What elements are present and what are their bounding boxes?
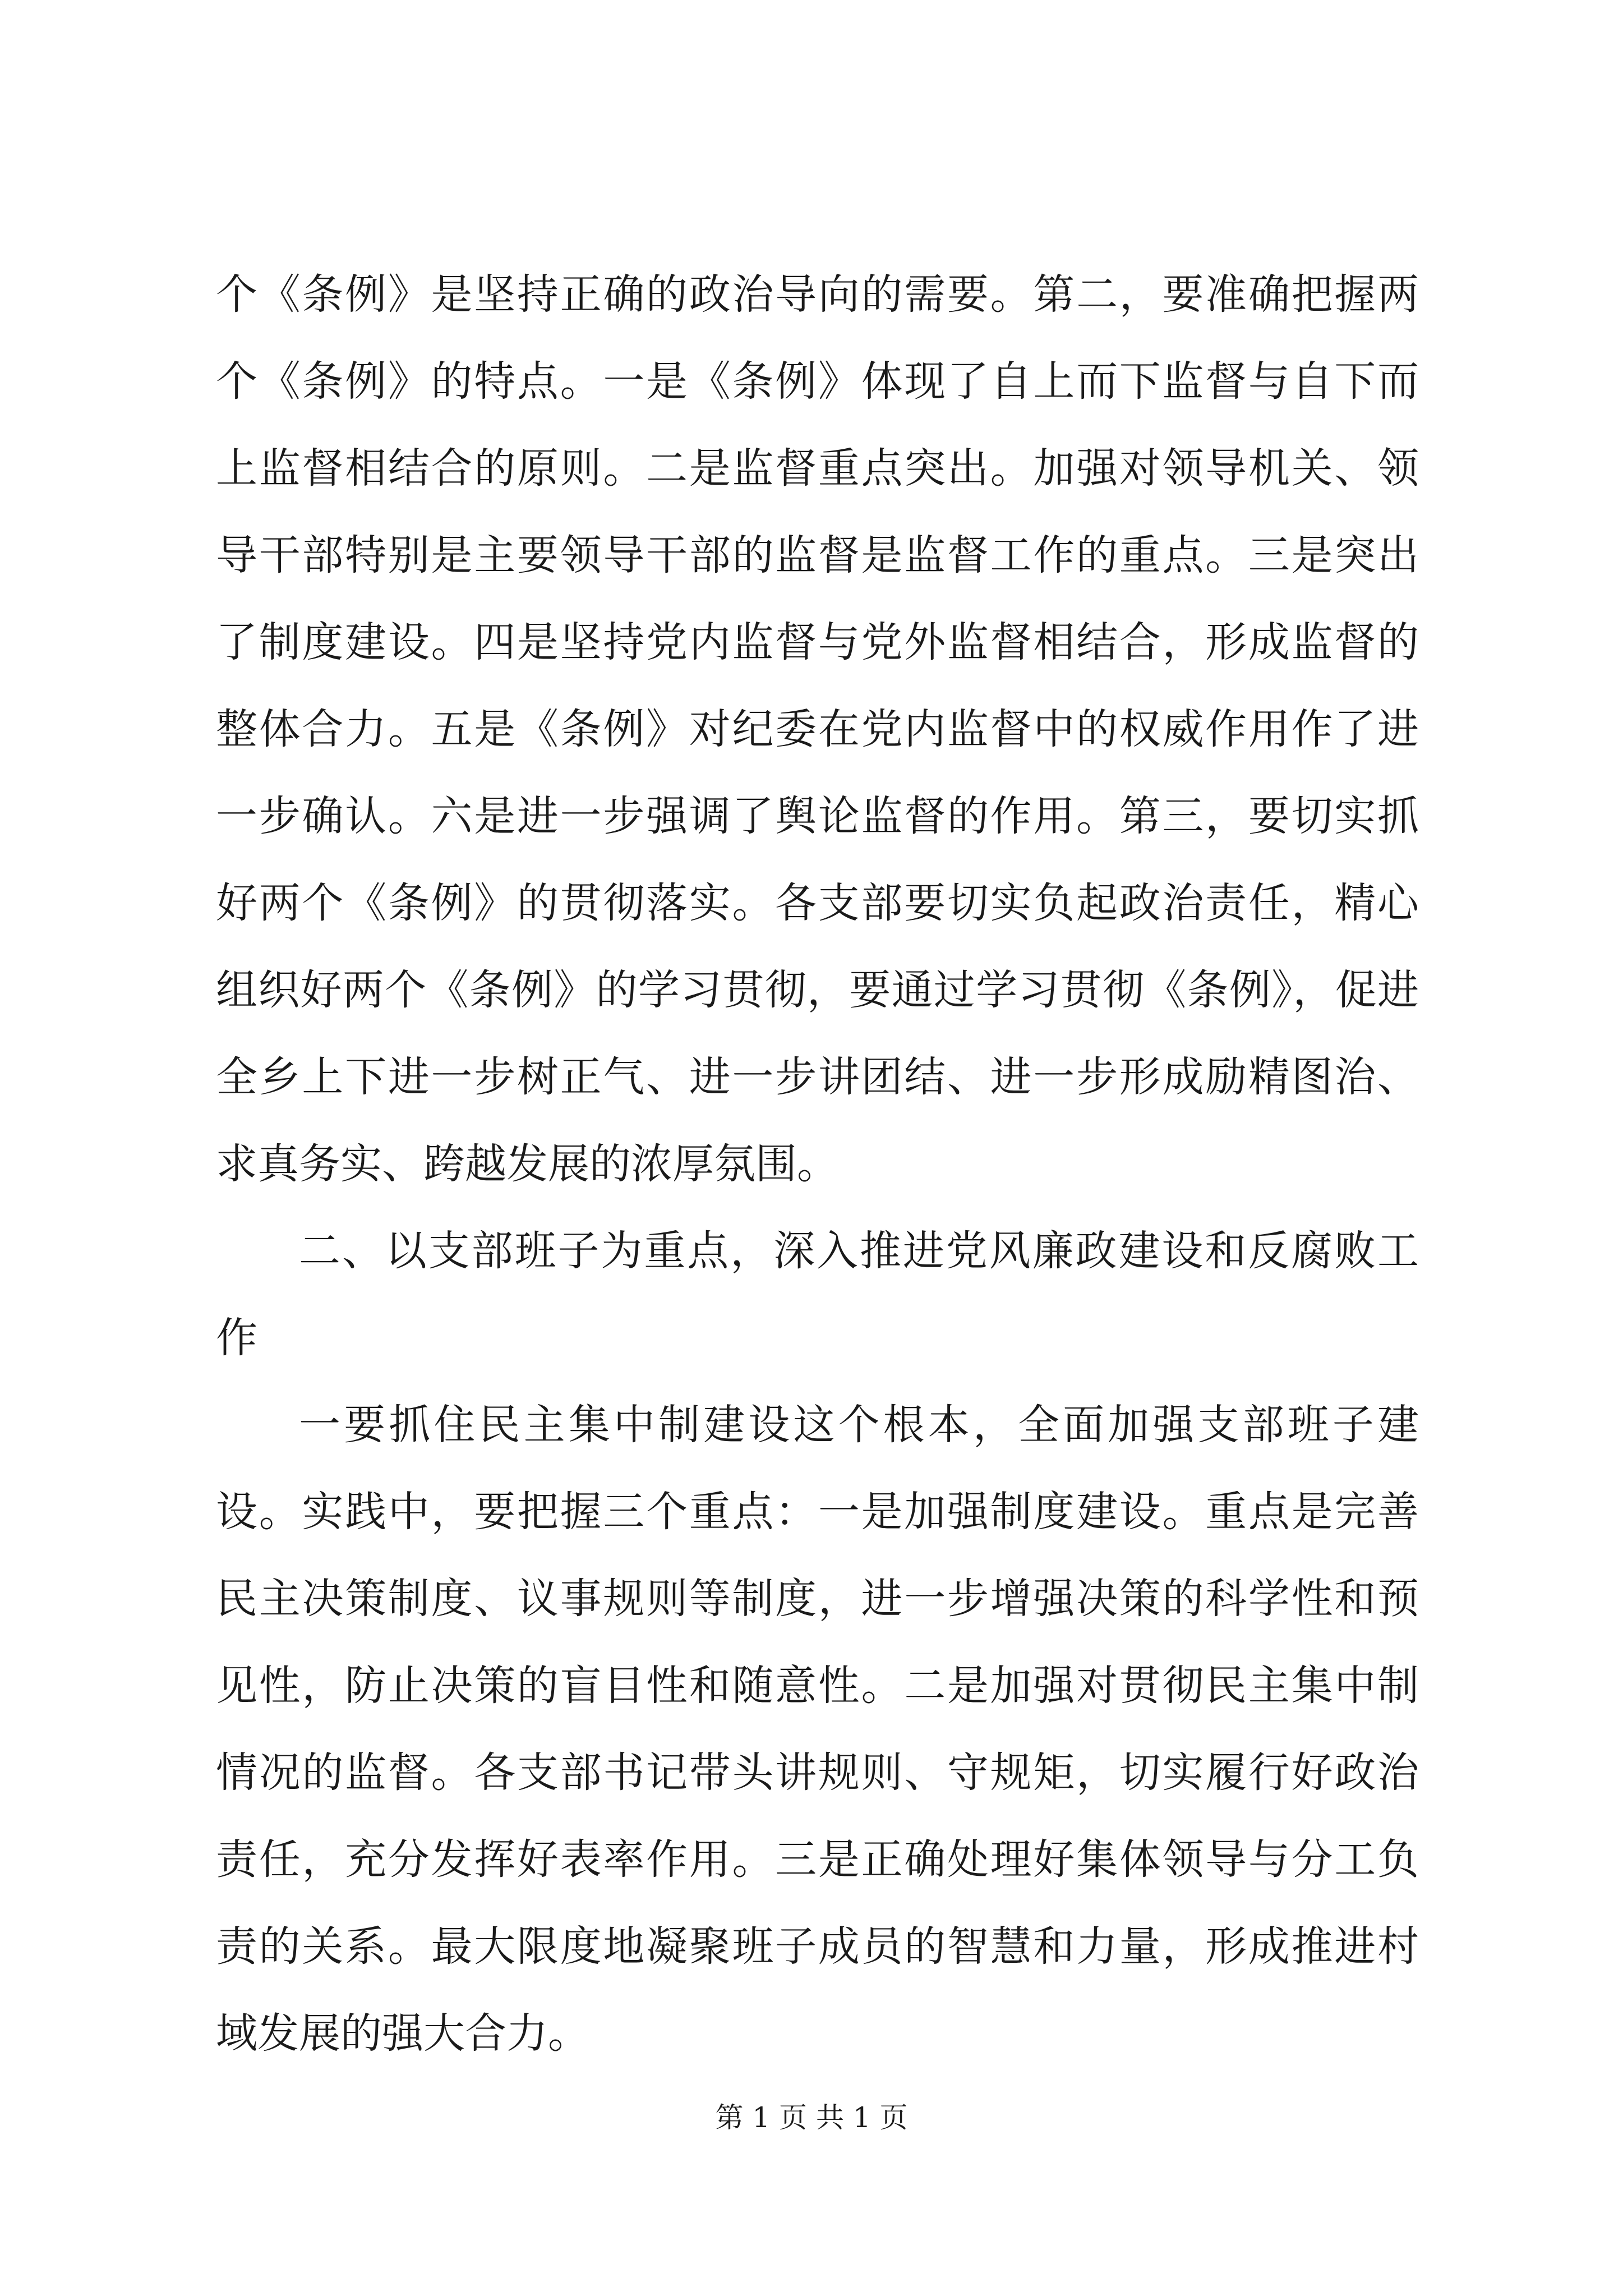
body-paragraph-continued: 个《条例》是坚持正确的政治导向的需要。第二，要准确把握两个《条例》的特点。一是《条例》体现了自上而下监督与自下而上监督相结合的原则。二是监督重点突出。加强对领导机关、领导干部特别是主要领导干部的监督是监督工作的重点。三是突出了制度建设。四是坚持党内监督与党外监督相结合，形成监督的整体合力。五是《条例》对纪委在党内监督中的权威作用作了进一步确认。六是进一步强调了舆论监督的作用。第三，要切实抓好两个《条例》的贯彻落实。各支部要切实负起政治责任，精心组织好两个《条例》的学习贯彻，要通过学习贯彻《条例》，促进全乡上下进一步树正气、进一步讲团结、进一步形成励精图治、求真务实、跨越发展的浓厚氛围。 [216, 270, 1419, 1188]
page-footer: 第 1 页 共 1 页 [715, 2101, 908, 2134]
document-body [216, 251, 1419, 2077]
section-heading: 二、以支部班子为重点，深入推进党风廉政建设和反腐败工作 [216, 1227, 1419, 1362]
body-paragraph: 一要抓住民主集中制建设这个根本，全面加强支部班子建设。实践中，要把握三个重点：一是加强制度建设。重点是完善民主决策制度、议事规则等制度，进一步增强决策的科学性和预见性，防止决策的盲目性和随意性。二是加强对贯彻民主集中制情况的监督。各支部书记带头讲规则、守规矩，切实履行好政治责任，充分发挥好表率作用。三是正确处理好集体领导与分工负责的关系。最大限度地凝聚班子成员的智慧和力量，形成推进村域发展的强大合力。 [216, 1401, 1419, 2058]
